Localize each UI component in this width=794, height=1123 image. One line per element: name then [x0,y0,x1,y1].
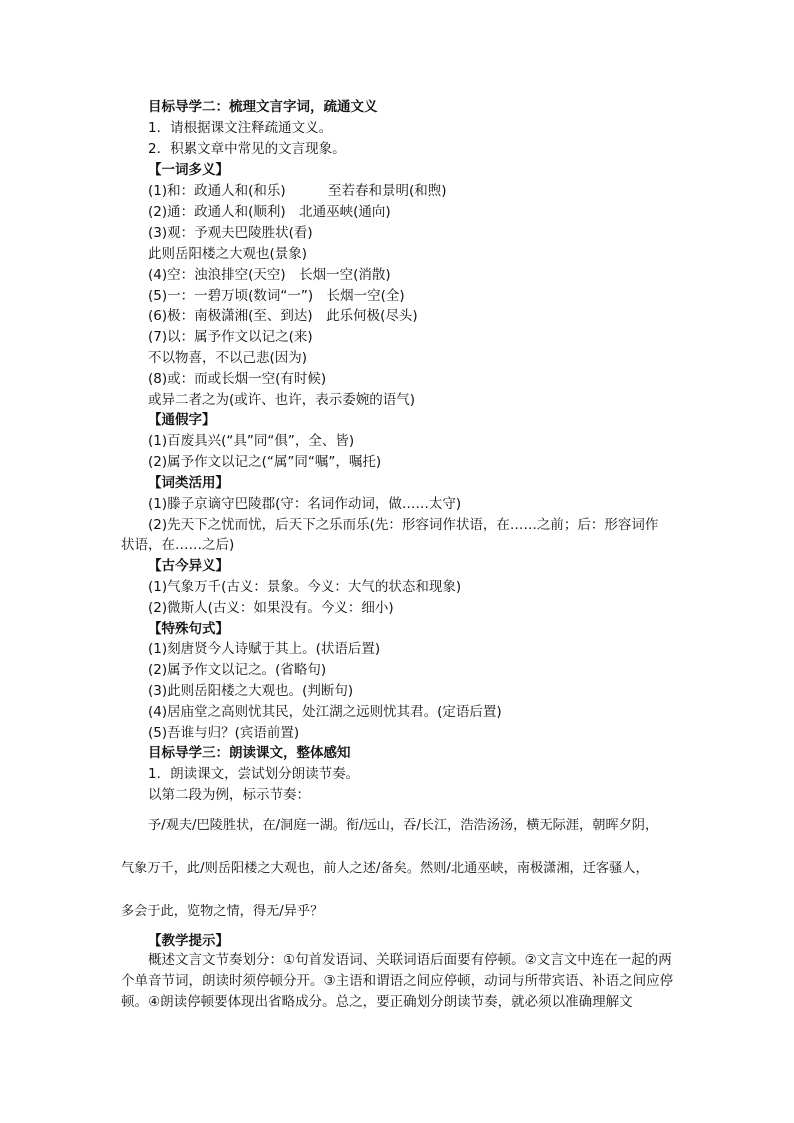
section-polysemy: 【一词多义】 [148,162,229,178]
section-tongjia: 【通假字】 [148,412,216,428]
list-item: (4)空：浊浪排空(天空) 长烟一空(消散) [148,267,391,283]
list-item: 至若春和景明(和煦) [328,183,447,199]
rhythm-line: 予/观夫/巴陵胜状，在/洞庭一湖。衔/远山，吞/长江，浩浩汤汤，横无际涯，朝晖夕阴， [148,818,659,833]
list-item: (2)通：政通人和(顺利) 北通巫峡(通向) [148,204,391,220]
section-cilei: 【词类活用】 [148,475,229,491]
list-item: (5)一：一碧万顷(数词“一”) 长烟一空(全) [148,288,405,304]
teaching-tip-paragraph: 概述文言文节奏划分：①句首发语词、关联词语后面要有停顿。②文言文中连在一起的两个单音节词，朗读时须停顿分开。③主语和谓语之间应停顿，动词与所带宾语、补语之间应停顿。④朗读停顿要体现出省略成分。总之，要正确划分朗读节奏，就必须以准确理解文 [121,952,674,1010]
list-item: 此则岳阳楼之大观也(景象) [148,246,308,262]
list-item: (4)居庙堂之高则忧其民，处江湖之远则忧其君。(定语后置) [148,704,502,720]
list-item: 或异二者之为(或许、也许，表示委婉的语气) [148,392,416,408]
list-item: 2．积累文章中常见的文言现象。 [148,141,346,157]
heading-target-two: 目标导学二：梳理文言字词，疏通文义 [148,99,378,115]
list-item: (8)或：而或长烟一空(有时候) [148,371,327,387]
rhythm-line: 多会于此，览物之情，得无/异乎？ [121,904,324,919]
list-item: (1)气象万千(古义：景象。今义：大气的状态和现象) [148,579,462,595]
list-item: (5)吾谁与归？(宾语前置) [148,725,300,741]
list-item: (2)先天下之忧而忧，后天下之乐而乐(先：形容词作状语，在……之前；后：形容词作 [148,517,659,533]
list-item: 以第二段为例，标示节奏： [148,787,310,803]
list-item: (2)属予作文以记之。(省略句) [148,662,327,678]
list-item: (7)以：属予作文以记之(来) [148,329,313,345]
rhythm-line: 气象万千，此/则岳阳楼之大观也，前人之述/备矣。然则/北通巫峡，南极潇湘，迁客骚人， [121,861,649,876]
list-item: 1．朗读课文，尝试划分朗读节奏。 [148,766,360,782]
list-item-continued: 状语，在……之后) [121,537,235,553]
list-item: (2)属予作文以记之(“属”同“嘱”，嘱托) [148,454,382,470]
list-item: (3)观：予观夫巴陵胜状(看) [148,225,313,241]
list-item: 不以物喜，不以己悲(因为) [148,350,308,366]
list-item: (1)百废具兴(“具”同“俱”，全、皆) [148,433,355,449]
heading-target-three: 目标导学三：朗读课文，整体感知 [148,745,351,761]
list-item: (6)极：南极潇湘(至、到达) 此乐何极(尽头) [148,308,418,324]
list-item: (3)此则岳阳楼之大观也。(判断句) [148,683,354,699]
section-teshu: 【特殊句式】 [148,621,229,637]
list-item: (1)刻唐贤今人诗赋于其上。(状语后置) [148,641,381,657]
list-item: (1)和：政通人和(和乐) [148,183,286,199]
list-item: (2)微斯人(古义：如果没有。今义：细小) [148,600,394,616]
section-gujin: 【古今异义】 [148,558,229,574]
list-item: 1．请根据课文注释疏通文义。 [148,120,333,136]
section-tishi: 【教学提示】 [148,933,229,949]
list-item: (1)滕子京谪守巴陵郡(守：名词作动词，做……太守) [148,496,462,512]
